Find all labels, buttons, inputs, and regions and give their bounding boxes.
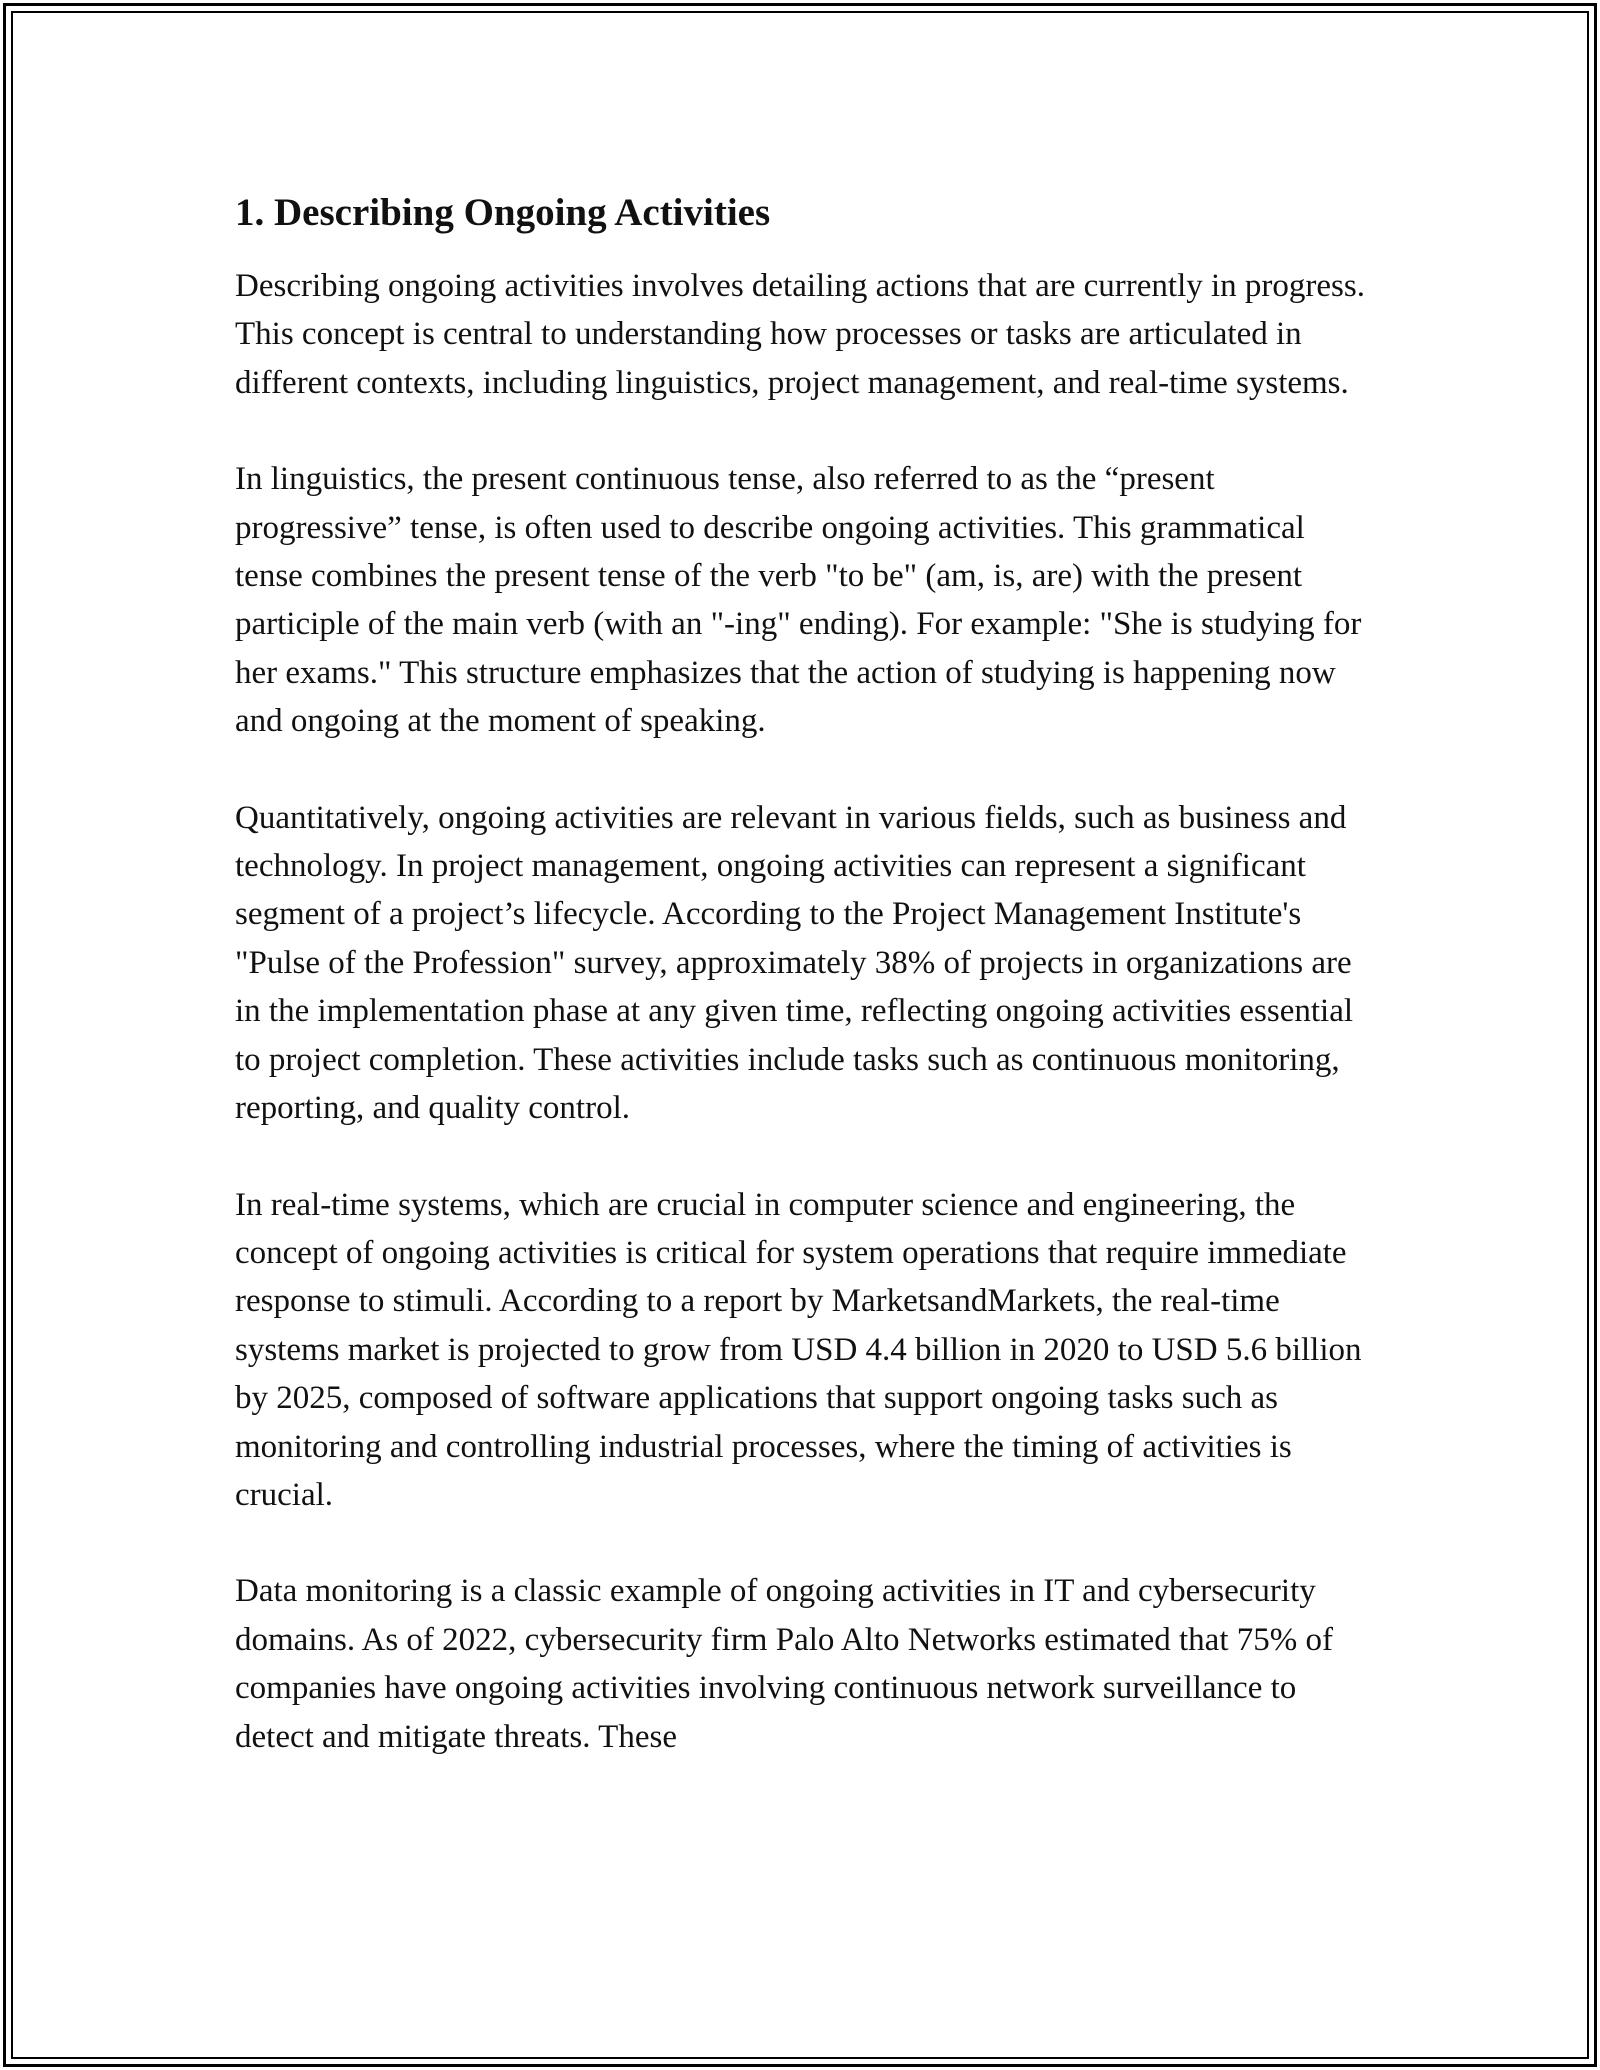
paragraph-data-monitoring: Data monitoring is a classic example of ongoing activities in IT and cybersecurity domains. As of 2022, cybersecurity firm Palo Alto Networks estimated that 75% of companies have ongoing activities involving continuous network surveillance to detect and mitigate threats. These (235, 1573, 1333, 1755)
paragraph-linguistics: In linguistics, the present continuous tense, also referred to as the “present progressive” tense, is often used to describe ongoing activities. This grammatical tense combines the present tense of the verb "to be" (am, is, are) with the present participle of the main verb (with an "-ing" ending). For example: "She is studying for her exams." This structure emphasizes that the action of studying is happening now and ongoing at the moment of speaking. (235, 461, 1362, 740)
paragraph-intro: Describing ongoing activities involves detailing actions that are currently in progress. This concept is central to understanding how processes or tasks are articulated in different contexts, including linguistics, project management, and real-time systems. (235, 268, 1365, 401)
paragraph-project-management: Quantitatively, ongoing activities are relevant in various fields, such as business and technology. In project management, ongoing activities can represent a significant segment of a project’s lifecycle. According to the Project Management Institute's "Pulse of the Profession" survey, approximately 38% of projects in organizations are in the implementation phase at any given time, reflecting ongoing activities essential to project completion. These activities include tasks such as continuous monitoring, reporting, and quality control. (235, 799, 1354, 1127)
paragraph-real-time-systems: In real-time systems, which are crucial in computer science and engineering, the concept of ongoing activities is critical for system operations that require immediate response to stimuli. According to a report by MarketsandMarkets, the real-time systems market is projected to grow from USD 4.4 billion in 2020 to USD 5.6 billion by 2025, composed of software applications that support ongoing tasks such as monitoring and controlling industrial processes, where the timing of activities is crucial. (235, 1186, 1362, 1513)
section-heading: 1. Describing Ongoing Activities (235, 191, 771, 234)
document-body (235, 184, 1375, 1809)
